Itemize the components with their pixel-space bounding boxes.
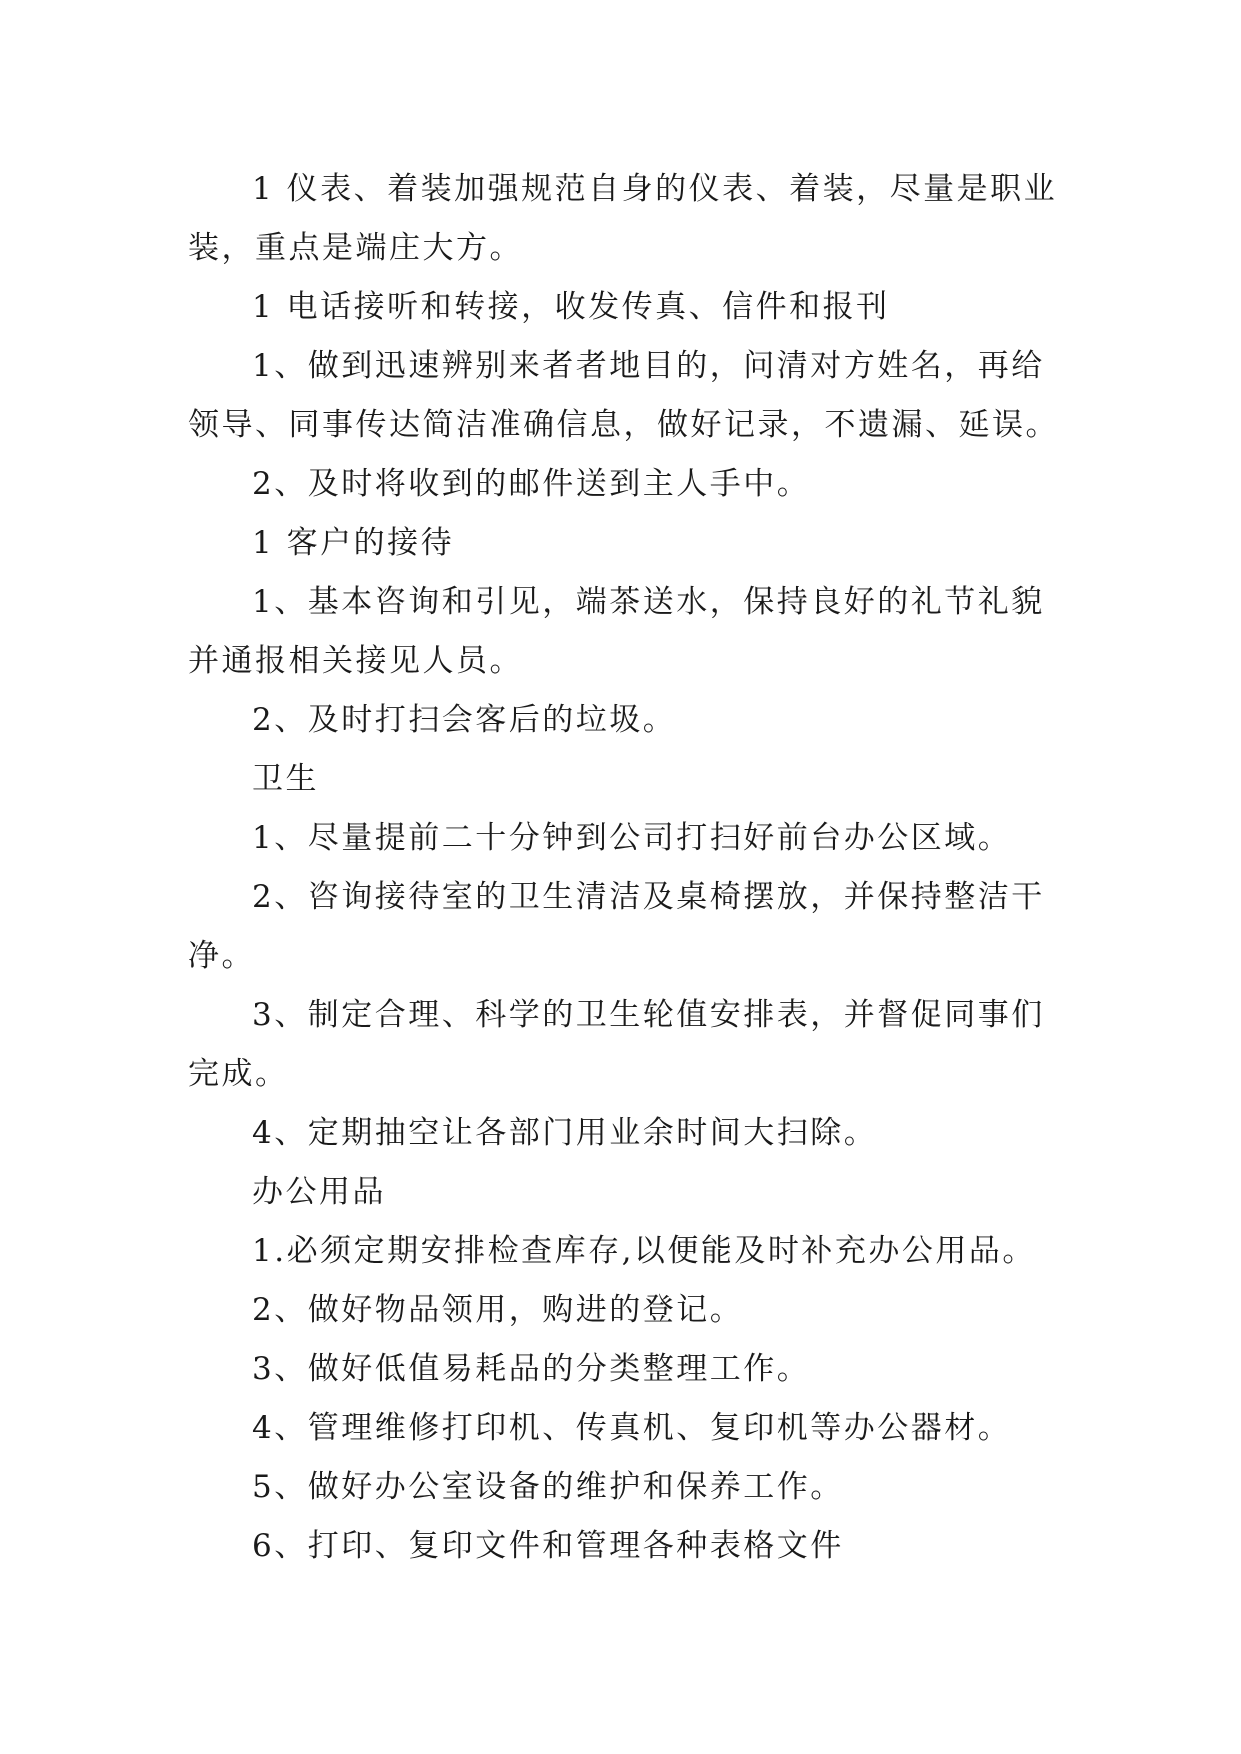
- paragraph-supplies-6: 6、打印、复印文件和管理各种表格文件: [252, 1528, 844, 1564]
- paragraph-phone-2: 2、及时将收到的邮件送到主人手中。: [252, 466, 811, 502]
- heading-office-supplies: 办公用品: [252, 1174, 386, 1210]
- paragraph-supplies-2: 2、做好物品领用，购进的登记。: [252, 1292, 744, 1328]
- heading-reception: 1 客户的接待: [252, 525, 455, 561]
- heading-hygiene: 卫生: [252, 761, 319, 797]
- heading-phone: 1 电话接听和转接，收发传真、信件和报刊: [252, 289, 890, 325]
- paragraph-hygiene-1: 1、尽量提前二十分钟到公司打扫好前台办公区域。: [252, 820, 1012, 856]
- paragraph-supplies-3: 3、做好低值易耗品的分类整理工作。: [252, 1351, 811, 1387]
- paragraph-supplies-1: 1.必须定期安排检查库存,以便能及时补充办公用品。: [252, 1233, 1036, 1269]
- paragraph-reception-2: 2、及时打扫会客后的垃圾。: [252, 702, 677, 738]
- paragraph-hygiene-2: 2、咨询接待室的卫生清洁及桌椅摆放，并保持整洁干净。: [188, 879, 1045, 974]
- paragraph-hygiene-4: 4、定期抽空让各部门用业余时间大扫除。: [252, 1115, 878, 1151]
- paragraph-supplies-4: 4、管理维修打印机、传真机、复印机等办公器材。: [252, 1410, 1012, 1446]
- document-page: [188, 160, 1068, 1576]
- paragraph-reception-1: 1、基本咨询和引见，端茶送水，保持良好的礼节礼貌并通报相关接见人员。: [188, 584, 1045, 679]
- paragraph-hygiene-3: 3、制定合理、科学的卫生轮值安排表，并督促同事们完成。: [188, 997, 1045, 1092]
- paragraph-phone-1: 1、做到迅速辨别来者者地目的，问清对方姓名，再给领导、同事传达简洁准确信息，做好记录，不遗漏、延误。: [188, 348, 1059, 443]
- paragraph-attire: 1 仪表、着装加强规范自身的仪表、着装，尽量是职业装，重点是端庄大方。: [188, 171, 1058, 266]
- paragraph-supplies-5: 5、做好办公室设备的维护和保养工作。: [252, 1469, 844, 1505]
